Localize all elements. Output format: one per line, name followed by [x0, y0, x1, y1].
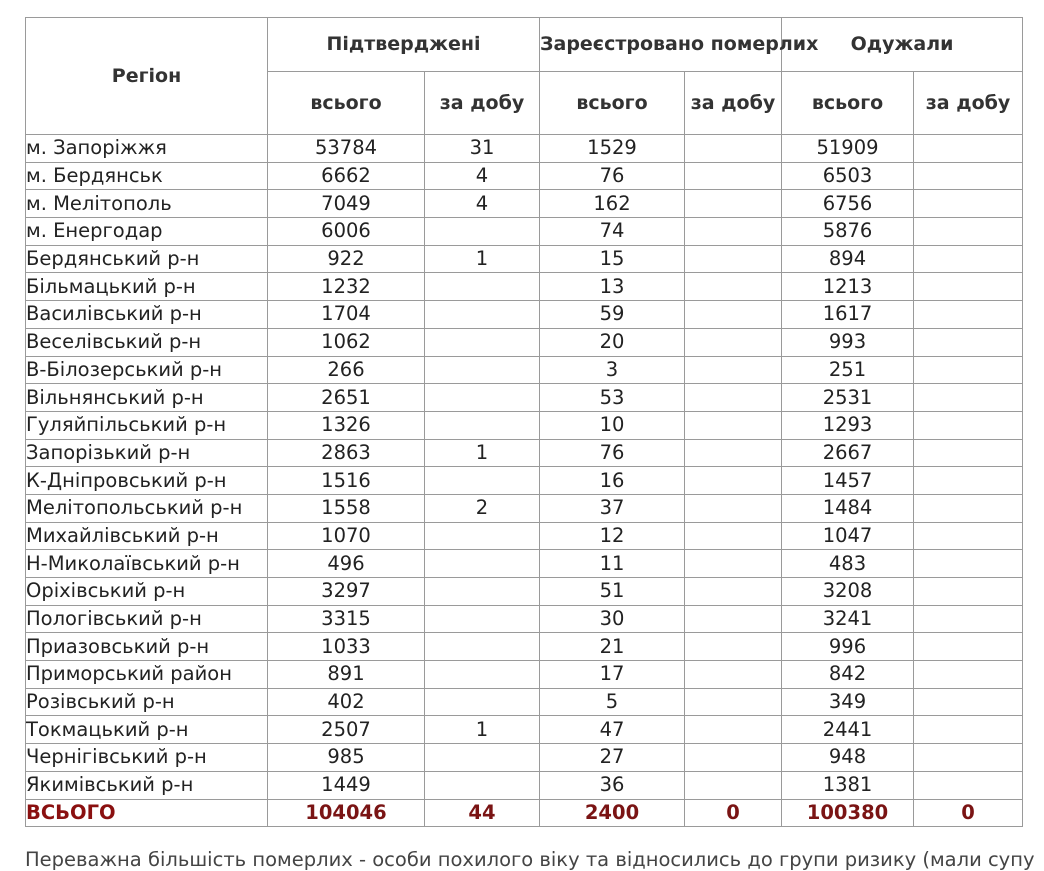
cell-confirmed-day: [425, 578, 540, 606]
cell-deaths-total: 10: [540, 411, 685, 439]
cell-confirmed-total: 1070: [268, 522, 425, 550]
cell-deaths-total: 16: [540, 467, 685, 495]
cell-deaths-day: [685, 301, 782, 329]
cell-confirmed-day: 1: [425, 716, 540, 744]
cell-recovered-total: 1381: [782, 771, 914, 799]
cell-region: м. Бердянськ: [26, 162, 268, 190]
cell-confirmed-total: 53784: [268, 135, 425, 163]
cell-recovered-total: 894: [782, 245, 914, 273]
cell-recovered-day: [914, 301, 1023, 329]
header-deaths: [540, 18, 819, 72]
cell-recovered-total: 2441: [782, 716, 914, 744]
cell-deaths-day: [685, 162, 782, 190]
table-row: [26, 688, 1023, 716]
cell-confirmed-day: [425, 411, 540, 439]
cell-recovered-total: 251: [782, 356, 914, 384]
table-row: [26, 384, 1023, 412]
cell-deaths-total: 15: [540, 245, 685, 273]
cell-deaths-day: [685, 633, 782, 661]
table-row: [26, 190, 1023, 218]
cell-recovered-day: [914, 162, 1023, 190]
cell-deaths-day: [685, 411, 782, 439]
cell-confirmed-total: 1704: [268, 301, 425, 329]
cell-deaths-total: 3: [540, 356, 685, 384]
cell-deaths-total: 74: [540, 218, 685, 246]
cell-region: м. Мелітополь: [26, 190, 268, 218]
total-row: [26, 799, 1023, 826]
cell-confirmed-day: 31: [425, 135, 540, 163]
cell-deaths-day: [685, 467, 782, 495]
cell-deaths-day: [685, 578, 782, 606]
table-row: [26, 550, 1023, 578]
cell-deaths-day: [685, 688, 782, 716]
cell-confirmed-total: 3315: [268, 605, 425, 633]
table-row: [26, 162, 1023, 190]
cell-recovered-day: [914, 467, 1023, 495]
header-recovered-day: за добу: [914, 72, 1023, 135]
cell-deaths-day: [685, 218, 782, 246]
cell-deaths-total: 51: [540, 578, 685, 606]
cell-confirmed-total: 3297: [268, 578, 425, 606]
cell-deaths-day: [685, 328, 782, 356]
header-deaths-label: Зареєстровано померлих: [540, 33, 819, 55]
table-row: [26, 467, 1023, 495]
cell-region: Розівський р-н: [26, 688, 268, 716]
cell-region: К-Дніпровський р-н: [26, 467, 268, 495]
cell-deaths-total: 36: [540, 771, 685, 799]
table-row: [26, 439, 1023, 467]
footnote-text: Переважна більшість померлих - особи похилого віку та відносились до групи ризику (мали супу: [25, 848, 1035, 871]
cell-recovered-day: [914, 716, 1023, 744]
cell-confirmed-total: 266: [268, 356, 425, 384]
table-row: [26, 578, 1023, 606]
cell-confirmed-total: 1232: [268, 273, 425, 301]
cell-confirmed-day: [425, 661, 540, 689]
cell-recovered-total: 6756: [782, 190, 914, 218]
header-deaths-day: за добу: [685, 72, 782, 135]
table-row: [26, 716, 1023, 744]
cell-confirmed-total: 6662: [268, 162, 425, 190]
covid-stats-table: [25, 17, 1023, 827]
cell-recovered-total: 1484: [782, 494, 914, 522]
cell-deaths-total: 11: [540, 550, 685, 578]
cell-recovered-day: [914, 411, 1023, 439]
cell-deaths-total: 5: [540, 688, 685, 716]
total-cell-deaths-day: 0: [685, 799, 782, 826]
cell-region: м. Запоріжжя: [26, 135, 268, 163]
cell-recovered-total: 1293: [782, 411, 914, 439]
cell-region: В-Білозерський р-н: [26, 356, 268, 384]
cell-confirmed-day: [425, 356, 540, 384]
total-cell-confirmed-total: 104046: [268, 799, 425, 826]
cell-region: Оріхівський р-н: [26, 578, 268, 606]
cell-region: Приазовський р-н: [26, 633, 268, 661]
cell-deaths-total: 27: [540, 744, 685, 772]
cell-deaths-total: 53: [540, 384, 685, 412]
cell-deaths-day: [685, 661, 782, 689]
cell-confirmed-total: 402: [268, 688, 425, 716]
cell-deaths-total: 20: [540, 328, 685, 356]
cell-deaths-day: [685, 356, 782, 384]
cell-recovered-total: 993: [782, 328, 914, 356]
total-cell-confirmed-day: 44: [425, 799, 540, 826]
cell-recovered-day: [914, 578, 1023, 606]
cell-deaths-day: [685, 190, 782, 218]
cell-confirmed-day: 4: [425, 190, 540, 218]
cell-recovered-total: 1617: [782, 301, 914, 329]
header-confirmed: Підтверджені: [268, 18, 540, 72]
cell-deaths-day: [685, 605, 782, 633]
cell-recovered-total: 349: [782, 688, 914, 716]
total-cell-recovered-total: 100380: [782, 799, 914, 826]
cell-confirmed-total: 1449: [268, 771, 425, 799]
cell-recovered-total: 3208: [782, 578, 914, 606]
cell-confirmed-total: 891: [268, 661, 425, 689]
cell-recovered-day: [914, 439, 1023, 467]
cell-deaths-total: 162: [540, 190, 685, 218]
cell-confirmed-day: [425, 605, 540, 633]
cell-deaths-total: 12: [540, 522, 685, 550]
cell-confirmed-total: 1062: [268, 328, 425, 356]
cell-recovered-total: 842: [782, 661, 914, 689]
cell-recovered-total: 483: [782, 550, 914, 578]
cell-confirmed-total: 922: [268, 245, 425, 273]
cell-recovered-total: 2531: [782, 384, 914, 412]
cell-recovered-day: [914, 328, 1023, 356]
cell-deaths-day: [685, 494, 782, 522]
table-row: [26, 744, 1023, 772]
cell-region: Михайлівський р-н: [26, 522, 268, 550]
cell-confirmed-day: [425, 384, 540, 412]
cell-recovered-day: [914, 550, 1023, 578]
total-cell-region: ВСЬОГО: [26, 799, 268, 826]
cell-confirmed-day: [425, 328, 540, 356]
header-confirmed-day: за добу: [425, 72, 540, 135]
cell-confirmed-day: [425, 522, 540, 550]
cell-region: Токмацький р-н: [26, 716, 268, 744]
cell-deaths-day: [685, 273, 782, 301]
cell-recovered-total: 1213: [782, 273, 914, 301]
cell-confirmed-day: [425, 633, 540, 661]
table-row: [26, 135, 1023, 163]
table-row: [26, 356, 1023, 384]
cell-region: Бердянський р-н: [26, 245, 268, 273]
table-row: [26, 522, 1023, 550]
cell-confirmed-total: 6006: [268, 218, 425, 246]
cell-region: Пологівський р-н: [26, 605, 268, 633]
cell-region: Більмацький р-н: [26, 273, 268, 301]
cell-recovered-day: [914, 218, 1023, 246]
cell-recovered-day: [914, 605, 1023, 633]
cell-region: Вільнянський р-н: [26, 384, 268, 412]
cell-recovered-day: [914, 245, 1023, 273]
table-row: [26, 771, 1023, 799]
cell-confirmed-day: [425, 744, 540, 772]
cell-recovered-day: [914, 190, 1023, 218]
cell-region: Василівський р-н: [26, 301, 268, 329]
cell-confirmed-day: 1: [425, 439, 540, 467]
cell-deaths-total: 37: [540, 494, 685, 522]
cell-confirmed-day: [425, 467, 540, 495]
table-row: [26, 661, 1023, 689]
cell-deaths-day: [685, 135, 782, 163]
cell-deaths-total: 59: [540, 301, 685, 329]
cell-confirmed-day: 4: [425, 162, 540, 190]
cell-confirmed-total: 7049: [268, 190, 425, 218]
cell-recovered-day: [914, 633, 1023, 661]
cell-confirmed-total: 1516: [268, 467, 425, 495]
cell-recovered-day: [914, 661, 1023, 689]
cell-region: Веселівський р-н: [26, 328, 268, 356]
cell-deaths-day: [685, 439, 782, 467]
cell-confirmed-day: [425, 273, 540, 301]
header-recovered: Одужали: [782, 18, 1023, 72]
cell-confirmed-day: [425, 771, 540, 799]
cell-region: м. Енергодар: [26, 218, 268, 246]
cell-confirmed-day: 1: [425, 245, 540, 273]
cell-recovered-day: [914, 494, 1023, 522]
cell-confirmed-total: 1326: [268, 411, 425, 439]
cell-region: Приморський район: [26, 661, 268, 689]
cell-region: Гуляйпільський р-н: [26, 411, 268, 439]
cell-confirmed-day: [425, 218, 540, 246]
cell-confirmed-day: [425, 301, 540, 329]
table-row: [26, 411, 1023, 439]
cell-recovered-day: [914, 135, 1023, 163]
cell-deaths-day: [685, 744, 782, 772]
cell-recovered-total: 1047: [782, 522, 914, 550]
cell-confirmed-total: 1033: [268, 633, 425, 661]
cell-deaths-total: 13: [540, 273, 685, 301]
cell-recovered-day: [914, 522, 1023, 550]
table-row: [26, 605, 1023, 633]
cell-region: Чернігівський р-н: [26, 744, 268, 772]
cell-recovered-total: 6503: [782, 162, 914, 190]
cell-recovered-day: [914, 771, 1023, 799]
cell-recovered-day: [914, 273, 1023, 301]
table-row: [26, 301, 1023, 329]
cell-confirmed-day: 2: [425, 494, 540, 522]
cell-confirmed-day: [425, 550, 540, 578]
total-cell-recovered-day: 0: [914, 799, 1023, 826]
cell-deaths-day: [685, 716, 782, 744]
cell-recovered-total: 5876: [782, 218, 914, 246]
cell-deaths-total: 76: [540, 439, 685, 467]
cell-recovered-day: [914, 384, 1023, 412]
cell-confirmed-total: 2507: [268, 716, 425, 744]
cell-region: Н-Миколаївський р-н: [26, 550, 268, 578]
header-deaths-total: всього: [540, 72, 685, 135]
cell-region: Запорізький р-н: [26, 439, 268, 467]
cell-deaths-total: 21: [540, 633, 685, 661]
table-row: [26, 328, 1023, 356]
table-row: [26, 245, 1023, 273]
header-recovered-total: всього: [782, 72, 914, 135]
cell-deaths-total: 30: [540, 605, 685, 633]
cell-deaths-day: [685, 384, 782, 412]
cell-deaths-total: 47: [540, 716, 685, 744]
cell-recovered-total: 996: [782, 633, 914, 661]
cell-confirmed-total: 985: [268, 744, 425, 772]
cell-deaths-day: [685, 550, 782, 578]
cell-region: Мелітопольський р-н: [26, 494, 268, 522]
cell-confirmed-total: 2651: [268, 384, 425, 412]
cell-deaths-day: [685, 522, 782, 550]
table-header: [26, 18, 1023, 135]
cell-confirmed-day: [425, 688, 540, 716]
cell-deaths-total: 1529: [540, 135, 685, 163]
cell-deaths-total: 76: [540, 162, 685, 190]
cell-region: Якимівський р-н: [26, 771, 268, 799]
cell-confirmed-total: 496: [268, 550, 425, 578]
cell-recovered-day: [914, 356, 1023, 384]
cell-recovered-day: [914, 744, 1023, 772]
table-body: [26, 135, 1023, 827]
cell-recovered-total: 51909: [782, 135, 914, 163]
cell-recovered-total: 948: [782, 744, 914, 772]
cell-deaths-day: [685, 245, 782, 273]
table-row: [26, 633, 1023, 661]
table-row: [26, 273, 1023, 301]
cell-confirmed-total: 2863: [268, 439, 425, 467]
header-confirmed-total: всього: [268, 72, 425, 135]
cell-recovered-total: 1457: [782, 467, 914, 495]
cell-deaths-total: 17: [540, 661, 685, 689]
table-row: [26, 218, 1023, 246]
cell-deaths-day: [685, 771, 782, 799]
table-row: [26, 494, 1023, 522]
cell-recovered-day: [914, 688, 1023, 716]
cell-recovered-total: 2667: [782, 439, 914, 467]
header-region: Регіон: [26, 18, 268, 135]
cell-confirmed-total: 1558: [268, 494, 425, 522]
total-cell-deaths-total: 2400: [540, 799, 685, 826]
cell-recovered-total: 3241: [782, 605, 914, 633]
